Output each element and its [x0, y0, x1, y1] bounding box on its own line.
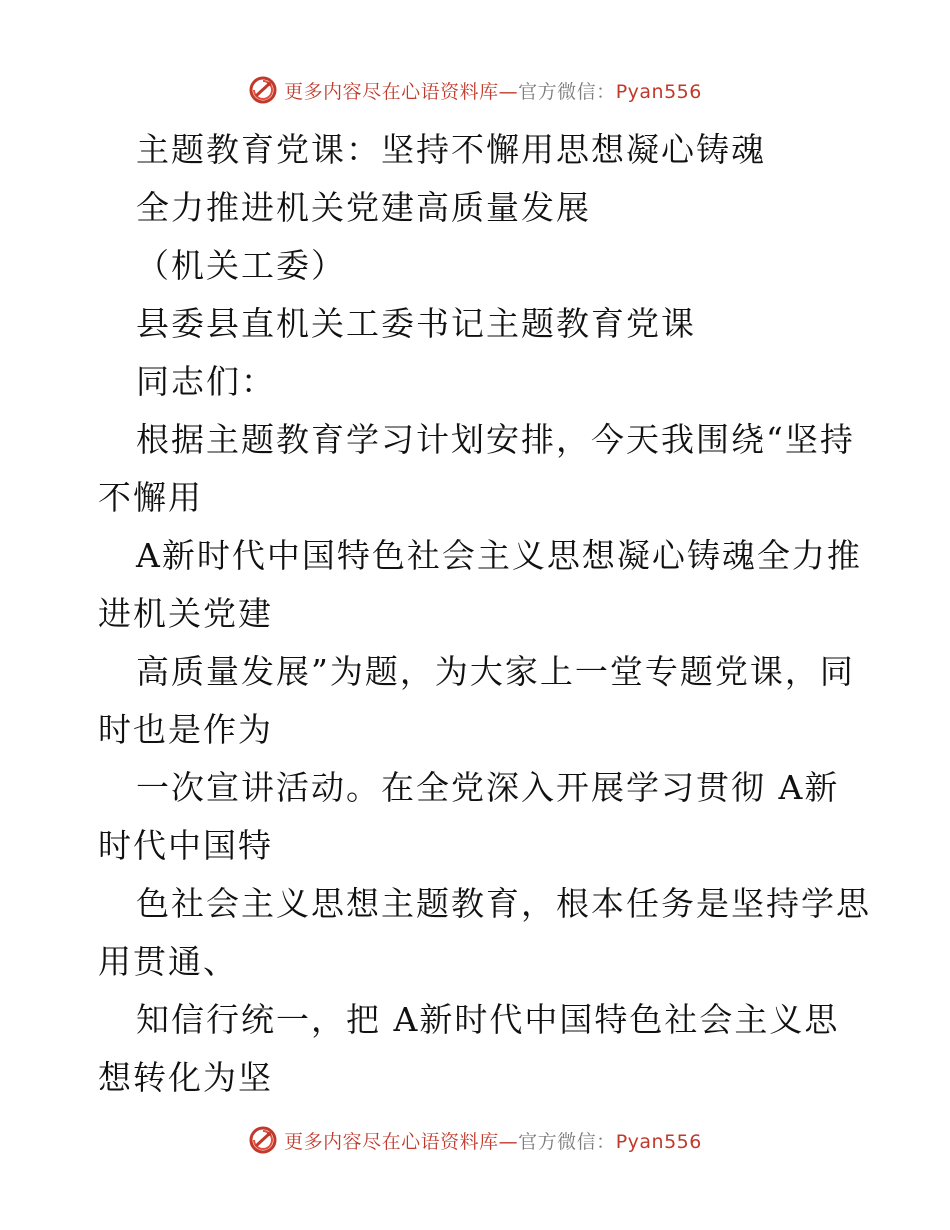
document-text-line: 时代中国特 — [98, 826, 273, 865]
document-subtitle: 县委县直机关工委书记主题教育党课 — [136, 304, 696, 343]
watermark-wechat-id: Pyan556 — [615, 1130, 702, 1153]
document-text-line: 知信行统一，把 A新时代中国特色社会主义思 — [136, 1000, 840, 1039]
watermark-brand: 更多内容尽在心语资料库 — [284, 1130, 499, 1153]
document-title-line-2: 全力推进机关党建高质量发展 — [136, 188, 591, 227]
watermark-brand: 更多内容尽在心语资料库 — [284, 80, 499, 103]
document-text-line: 高质量发展”为题，为大家上一堂专题党课，同 — [136, 652, 855, 691]
watermark-banner-bottom — [0, 1120, 950, 1160]
watermark-wechat-label: 官方微信： — [518, 80, 616, 103]
document-text-line: 时也是作为 — [98, 710, 273, 749]
watermark-banner-top — [0, 70, 950, 110]
document-body — [98, 121, 871, 1107]
document-text-line: 一次宣讲活动。在全党深入开展学习贯彻 A新 — [136, 768, 840, 807]
red-spiral-logo-icon — [248, 1125, 278, 1155]
document-text-line: 想转化为坚 — [98, 1058, 273, 1097]
watermark-separator: — — [498, 80, 519, 103]
document-text-line: 根据主题教育学习计划安排，今天我围绕“坚持 — [136, 420, 855, 459]
watermark-text — [284, 1127, 702, 1154]
document-text-line: 用贯通、 — [98, 942, 238, 981]
document-title-line-1: 主题教育党课：坚持不懈用思想凝心铸魂 — [136, 130, 766, 169]
document-paragraph — [98, 411, 871, 1107]
document-salutation: 同志们： — [136, 362, 276, 401]
document-text-line: 进机关党建 — [98, 594, 273, 633]
red-spiral-logo-icon — [248, 75, 278, 105]
watermark-separator: — — [498, 1130, 519, 1153]
watermark-text — [284, 77, 702, 104]
document-text-line: 不懈用 — [98, 478, 203, 517]
watermark-wechat-id: Pyan556 — [615, 80, 702, 103]
watermark-wechat-label: 官方微信： — [518, 1130, 616, 1153]
document-text-line: A新时代中国特色社会主义思想凝心铸魂全力推 — [136, 536, 862, 575]
document-department: （机关工委） — [136, 246, 346, 285]
document-text-line: 色社会主义思想主题教育，根本任务是坚持学思 — [136, 884, 871, 923]
